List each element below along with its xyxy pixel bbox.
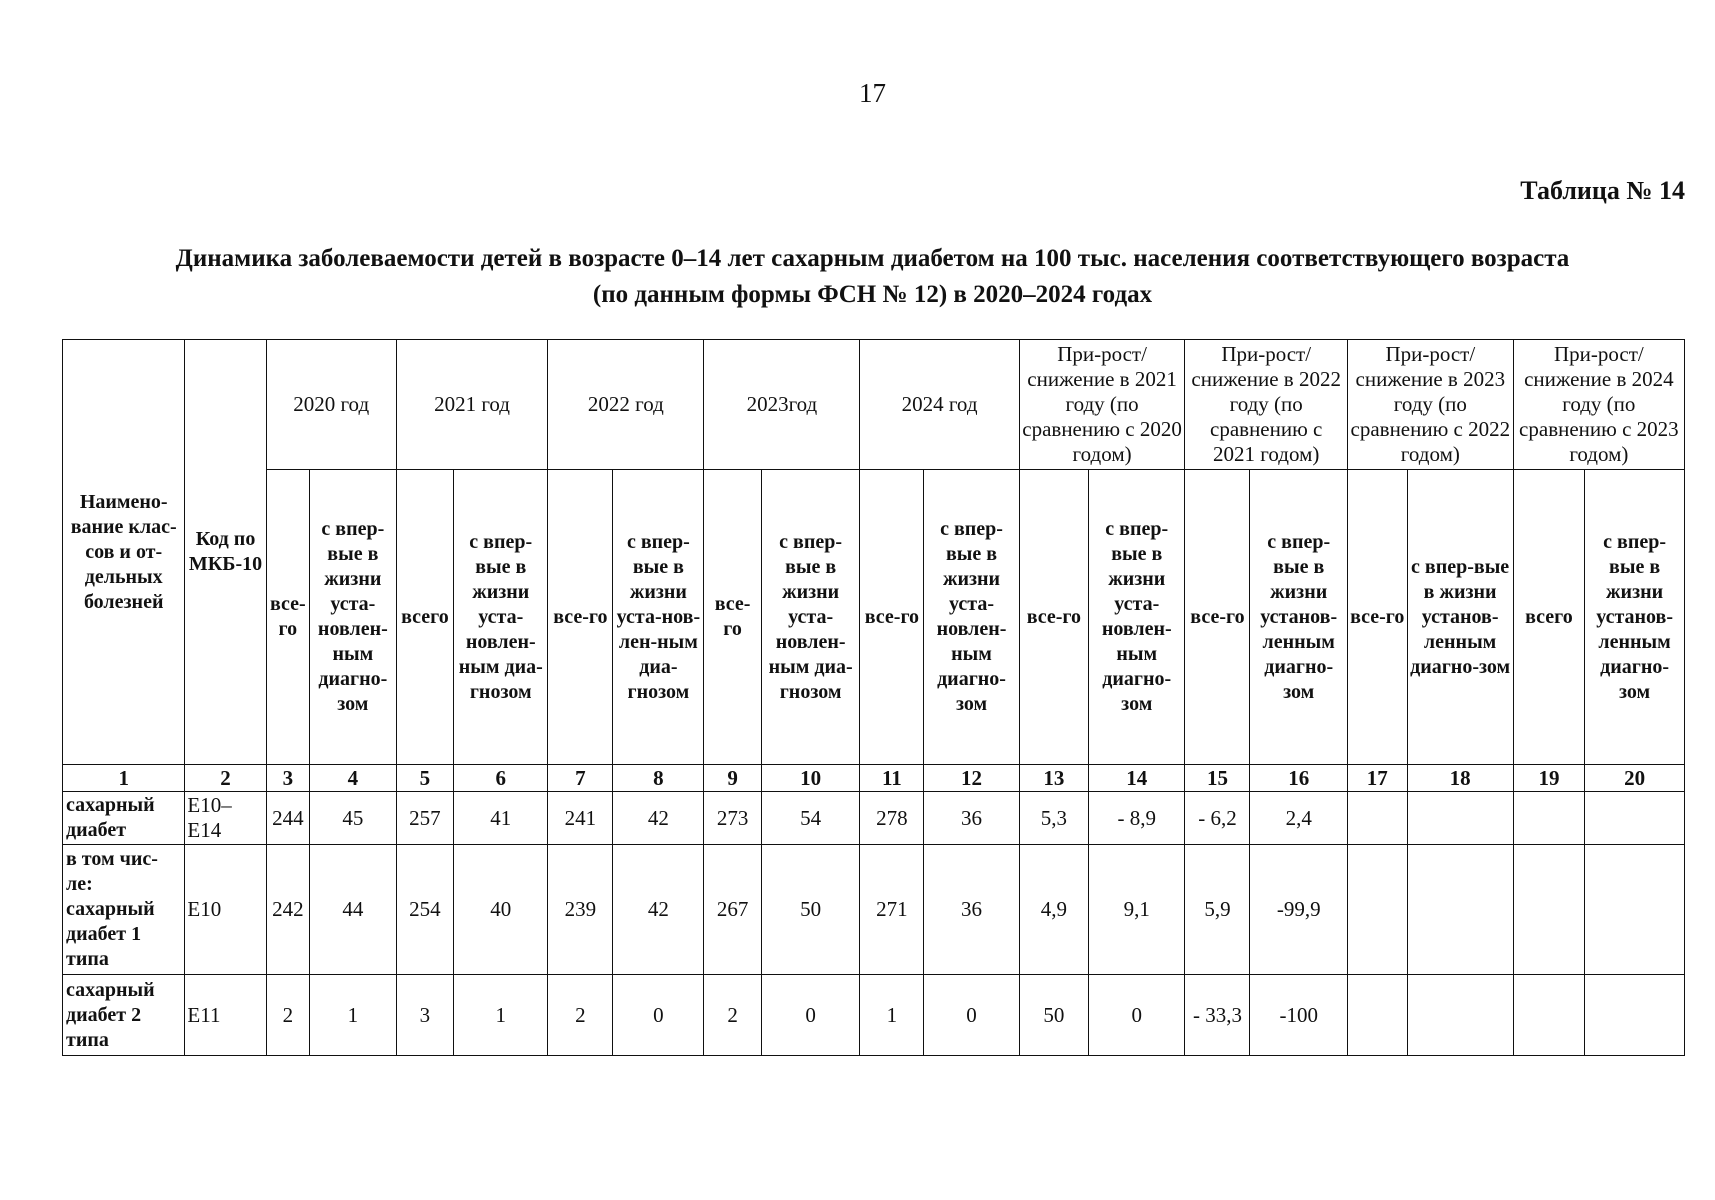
cell-value — [1585, 975, 1685, 1056]
column-number: 2 — [185, 765, 266, 792]
column-number: 9 — [704, 765, 761, 792]
row-code: E10 — [185, 845, 266, 975]
cell-value: 271 — [860, 845, 924, 975]
cell-value: 1 — [454, 975, 548, 1056]
header-sub: все-го — [266, 470, 309, 765]
column-number: 6 — [454, 765, 548, 792]
cell-value: 41 — [454, 792, 548, 845]
header-change-2024: При-рост/снижение в 2024 году (по сравнению с 2023 годом) — [1513, 340, 1684, 470]
cell-value: 239 — [548, 845, 613, 975]
cell-value — [1407, 792, 1513, 845]
cell-value — [1347, 792, 1407, 845]
header-year-2022: 2022 год — [548, 340, 704, 470]
cell-value — [1585, 845, 1685, 975]
table-title-line-1: Динамика заболеваемости детей в возрасте 0–14 лет сахарным диабетом на 100 тыс. населения соответствующего возраста — [175, 245, 1570, 272]
header-name: Наимено-вание клас-сов и от-дельных болезней — [63, 340, 185, 765]
cell-value: 0 — [613, 975, 704, 1056]
column-number: 19 — [1513, 765, 1585, 792]
column-number: 8 — [613, 765, 704, 792]
cell-value: 40 — [454, 845, 548, 975]
cell-value: 44 — [310, 845, 397, 975]
column-number: 18 — [1407, 765, 1513, 792]
cell-value — [1407, 975, 1513, 1056]
row-code: E10–E14 — [185, 792, 266, 845]
row-name: сахарный диабет 2 типа — [63, 975, 185, 1056]
header-sub: с впер-вые в жизни уста-новлен-ным диагно-зом — [310, 470, 397, 765]
cell-value: 244 — [266, 792, 309, 845]
column-number: 5 — [396, 765, 453, 792]
row-name: в том чис-ле: сахарный диабет 1 типа — [63, 845, 185, 975]
header-change-2021: При-рост/снижение в 2021 году (по сравнению с 2020 годом) — [1019, 340, 1185, 470]
cell-value — [1347, 845, 1407, 975]
cell-value: 0 — [924, 975, 1019, 1056]
column-number: 3 — [266, 765, 309, 792]
page-number: 17 — [859, 78, 886, 108]
cell-value: 4,9 — [1019, 845, 1088, 975]
header-year-2021: 2021 год — [396, 340, 548, 470]
header-sub: с впер-вые в жизни установ-ленным диагно-зом — [1407, 470, 1513, 765]
column-number: 7 — [548, 765, 613, 792]
cell-value — [1513, 975, 1585, 1056]
header-year-2020: 2020 год — [266, 340, 396, 470]
cell-value: -99,9 — [1250, 845, 1348, 975]
header-year-2023: 2023год — [704, 340, 860, 470]
header-sub: все-го — [1185, 470, 1250, 765]
header-sub: с впер-вые в жизни уста-новлен-ным диагно-зом — [1089, 470, 1185, 765]
header-sub: с впер-вые в жизни установ-ленным диагно-зом — [1250, 470, 1348, 765]
header-sub: всего — [396, 470, 453, 765]
cell-value: 2 — [266, 975, 309, 1056]
row-code: E11 — [185, 975, 266, 1056]
column-number: 4 — [310, 765, 397, 792]
cell-value: - 8,9 — [1089, 792, 1185, 845]
cell-value — [1585, 792, 1685, 845]
header-sub: всего — [1513, 470, 1585, 765]
header-sub: все-го — [860, 470, 924, 765]
cell-value: - 6,2 — [1185, 792, 1250, 845]
incidence-table — [62, 339, 1685, 1056]
column-number: 16 — [1250, 765, 1348, 792]
cell-value: 3 — [396, 975, 453, 1056]
cell-value: 45 — [310, 792, 397, 845]
cell-value: -100 — [1250, 975, 1348, 1056]
cell-value: 42 — [613, 792, 704, 845]
cell-value: 0 — [1089, 975, 1185, 1056]
header-change-2022: При-рост/снижение в 2022 году (по сравнению с 2021 годом) — [1185, 340, 1348, 470]
header-sub: все-го — [1347, 470, 1407, 765]
cell-value: 0 — [761, 975, 860, 1056]
cell-value: 254 — [396, 845, 453, 975]
cell-value — [1513, 845, 1585, 975]
cell-value: 42 — [613, 845, 704, 975]
table-row — [63, 975, 1685, 1056]
header-row-subcolumns — [63, 470, 1685, 765]
header-change-2023: При-рост/снижение в 2023 году (по сравнению с 2022 годом) — [1347, 340, 1513, 470]
column-number: 13 — [1019, 765, 1088, 792]
cell-value: - 33,3 — [1185, 975, 1250, 1056]
column-number: 11 — [860, 765, 924, 792]
cell-value: 9,1 — [1089, 845, 1185, 975]
column-number: 12 — [924, 765, 1019, 792]
column-number: 10 — [761, 765, 860, 792]
header-sub: с впер-вые в жизни уста-новлен-ным диа-гнозом — [761, 470, 860, 765]
header-sub: все-го — [548, 470, 613, 765]
cell-value: 2,4 — [1250, 792, 1348, 845]
table-number: Таблица № 14 — [1520, 176, 1685, 205]
cell-value: 36 — [924, 792, 1019, 845]
header-code: Код по МКБ-10 — [185, 340, 266, 765]
cell-value: 36 — [924, 845, 1019, 975]
column-number: 14 — [1089, 765, 1185, 792]
cell-value: 278 — [860, 792, 924, 845]
column-number: 1 — [63, 765, 185, 792]
cell-value: 50 — [761, 845, 860, 975]
header-row-years — [63, 340, 1685, 470]
header-row-column-numbers — [63, 765, 1685, 792]
header-sub: с впер-вые в жизни установ-ленным диагно-зом — [1585, 470, 1685, 765]
cell-value: 273 — [704, 792, 761, 845]
column-number: 20 — [1585, 765, 1685, 792]
cell-value: 241 — [548, 792, 613, 845]
cell-value — [1407, 845, 1513, 975]
table-title — [60, 241, 1685, 313]
table-row — [63, 845, 1685, 975]
header-sub: все-го — [704, 470, 761, 765]
cell-value: 1 — [310, 975, 397, 1056]
cell-value: 5,9 — [1185, 845, 1250, 975]
cell-value: 242 — [266, 845, 309, 975]
header-sub: с впер-вые в жизни уста-нов-лен-ным диа-гнозом — [613, 470, 704, 765]
header-year-2024: 2024 год — [860, 340, 1019, 470]
column-number: 17 — [1347, 765, 1407, 792]
cell-value — [1513, 792, 1585, 845]
table-title-line-2: (по данным формы ФСН № 12) в 2020–2024 годах — [592, 281, 1153, 308]
cell-value: 2 — [548, 975, 613, 1056]
cell-value: 2 — [704, 975, 761, 1056]
cell-value — [1347, 975, 1407, 1056]
header-sub: с впер-вые в жизни уста-новлен-ным диагно-зом — [924, 470, 1019, 765]
cell-value: 5,3 — [1019, 792, 1088, 845]
cell-value: 1 — [860, 975, 924, 1056]
cell-value: 54 — [761, 792, 860, 845]
cell-value: 257 — [396, 792, 453, 845]
row-name: сахарный диабет — [63, 792, 185, 845]
header-sub: с впер-вые в жизни уста-новлен-ным диа-гнозом — [454, 470, 548, 765]
column-number: 15 — [1185, 765, 1250, 792]
cell-value: 50 — [1019, 975, 1088, 1056]
header-sub: все-го — [1019, 470, 1088, 765]
table-row — [63, 792, 1685, 845]
cell-value: 267 — [704, 845, 761, 975]
